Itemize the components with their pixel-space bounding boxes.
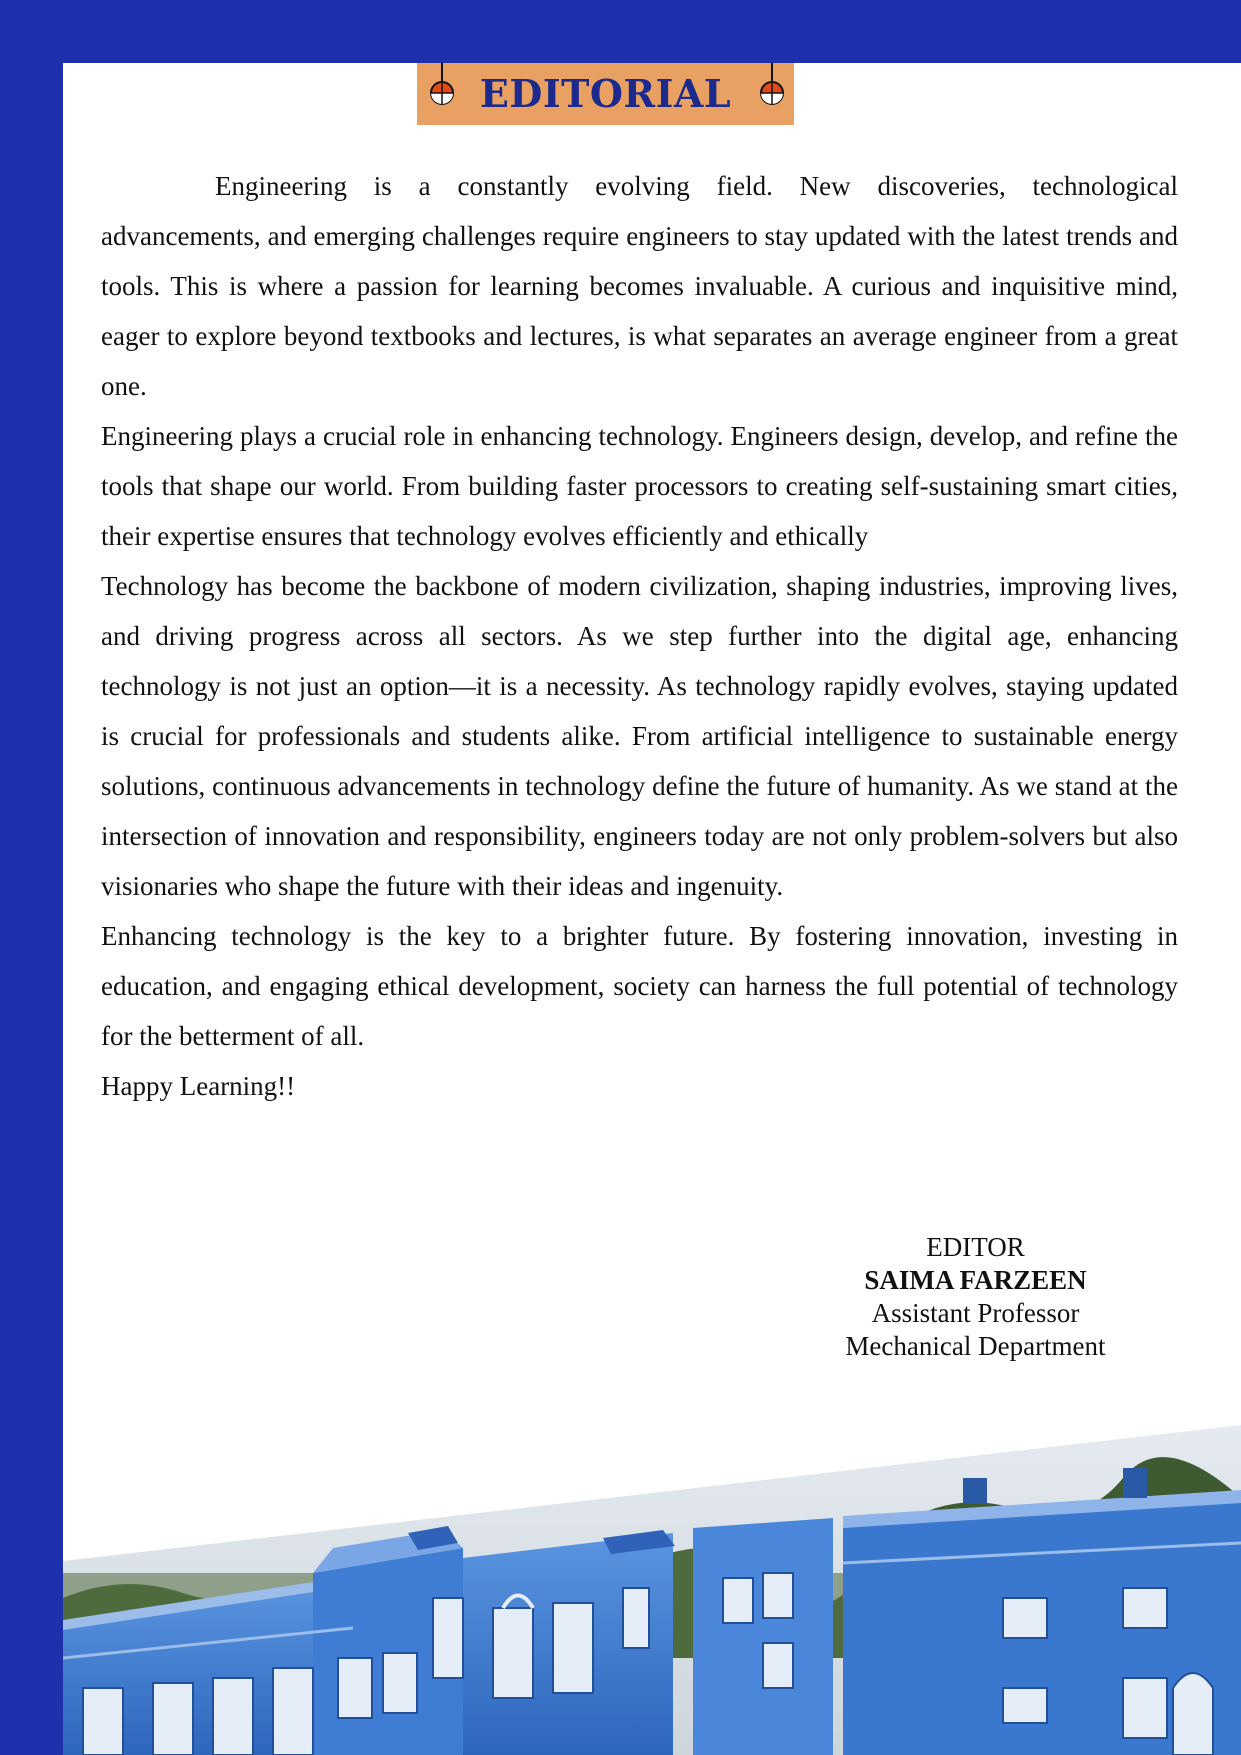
- signature-designation: Assistant Professor: [871, 1298, 1080, 1328]
- signature-name: SAIMA FARZEEN: [864, 1265, 1087, 1295]
- paragraph: Engineering is a constantly evolving field. New discoveries, technological advancements, and emerging challenges require engineers to stay updated with the latest trends and tools. This is where a passion for learning becomes invaluable. A curious and inquisitive mind, eager to explore beyond textbooks and lectures, is what separates an average engineer from a great one.: [101, 171, 1178, 401]
- paragraph: Engineering plays a crucial role in enhancing technology. Engineers design, develop, and refine the tools that shape our world. From building faster processors to creating self-sustaining smart cities, their expertise ensures that technology evolves efficiently and ethically: [101, 421, 1178, 551]
- editorial-page: [63, 63, 1241, 1755]
- paragraph: Technology has become the backbone of modern civilization, shaping industries, improving lives, and driving progress across all sectors. As we step further into the digital age, enhancing technology is not just an option—it is a necessity. As technology rapidly evolves, staying updated is crucial for professionals and students alike. From artificial intelligence to sustainable energy solutions, continuous advancements in technology define the future of humanity. As we stand at the intersection of innovation and responsibility, engineers today are not only problem-solvers but also visionaries who shape the future with their ideas and ingenuity.: [101, 571, 1178, 901]
- signature-department: Mechanical Department: [845, 1331, 1106, 1361]
- left-border-bar: [0, 0, 63, 1755]
- top-border-bar: [0, 0, 1241, 63]
- campus-building-photo: [63, 1358, 1241, 1755]
- paragraph: Enhancing technology is the key to a brighter future. By fostering innovation, investing in education, and engaging ethical development, society can harness the full potential of technology for the betterment of all.: [101, 921, 1178, 1051]
- pin-icon: [757, 63, 787, 113]
- closing-line: Happy Learning!!: [101, 1071, 296, 1101]
- editorial-body: [101, 161, 1178, 1111]
- title-banner: [417, 63, 794, 125]
- page-title: EDITORIAL: [479, 71, 732, 116]
- signature-block: [843, 1231, 1108, 1363]
- signature-role: EDITOR: [926, 1232, 1025, 1262]
